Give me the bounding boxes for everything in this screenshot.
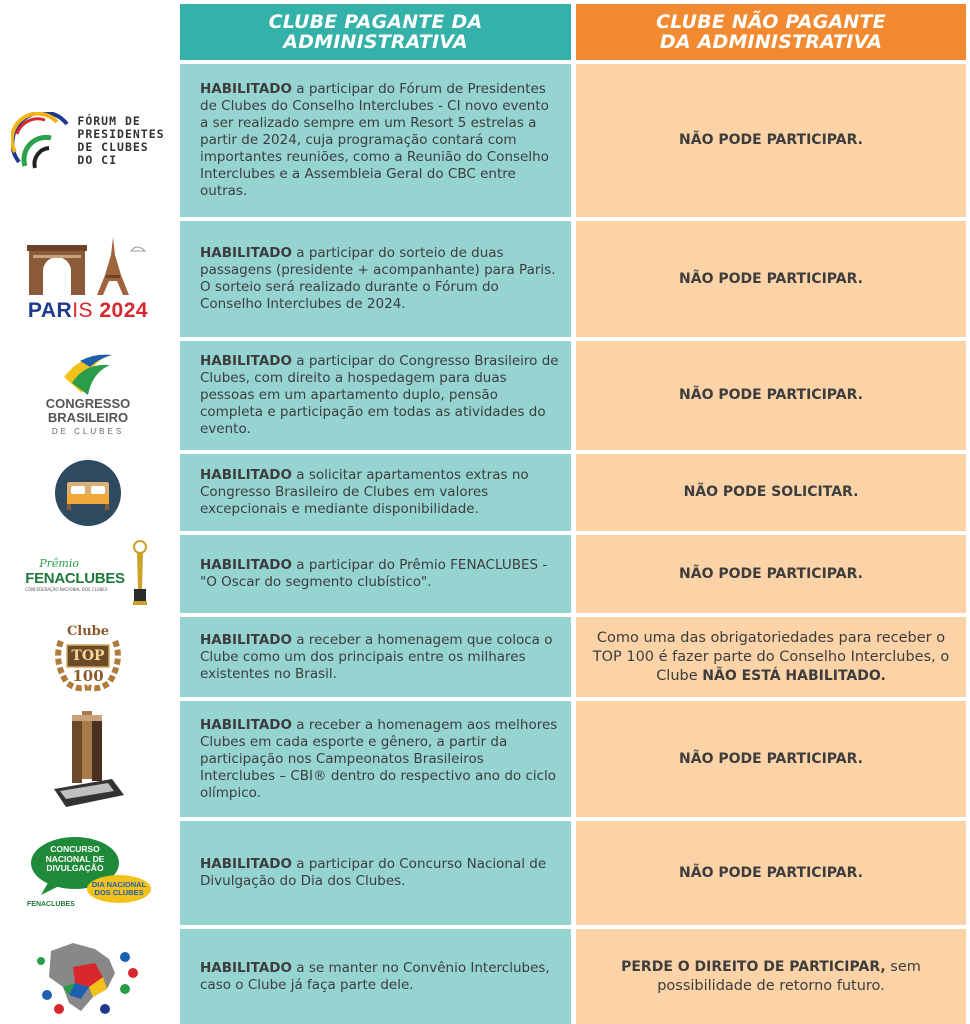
cbc-flag-icon (58, 353, 118, 397)
award-trophy-icon (48, 709, 128, 809)
non-paying-cell: NÃO PODE PARTICIPAR. (576, 821, 966, 925)
convenio-interclubes-logo (0, 929, 176, 1024)
forum-logo: FÓRUM DE PRESIDENTES DE CLUBES DO CI (0, 64, 176, 217)
paying-cell: HABILITADO a participar do sorteio de duas passagens (presidente + acompanhante) para Paris. O sorteio será realizado durante o Fórum do Conselho Interclubes de 2024. (180, 221, 571, 337)
non-paying-cell: NÃO PODE PARTICIPAR. (576, 535, 966, 613)
header-non-paying-club: CLUBE NÃO PAGANTE DA ADMINISTRATIVA (576, 4, 966, 60)
hotel-bed-logo (0, 454, 176, 531)
concurso-dia-clubes-logo: CONCURSO NACIONAL DE DIVULGAÇÃO DIA NACIONAL DOS CLUBES FENACLUBES (0, 821, 176, 925)
paris-2024-logo: PARIS 2024 (0, 221, 176, 337)
forum-arcs-icon (11, 112, 73, 170)
non-paying-cell: NÃO PODE PARTICIPAR. (576, 341, 966, 450)
paying-cell: HABILITADO a solicitar apartamentos extras no Congresso Brasileiro de Clubes em valores excepcionais e mediante disponibilidade. (180, 454, 571, 531)
trophy-icon (129, 539, 151, 609)
paying-cell: HABILITADO a participar do Fórum de Presidentes de Clubes do Conselho Interclubes - CI novo evento a ser realizado sempre em um Resort 5 estrelas a partir de 2024, cuja programação contará com importantes reuniões, como a Reunião do Conselho Interclubes e a Assembleia Geral do CBC entre outras. (180, 64, 571, 217)
header-paying-club: CLUBE PAGANTE DA ADMINISTRATIVA (180, 4, 571, 60)
premio-fenaclubes-logo: Prêmio FENACLUBES CONFEDERAÇÃO NACIONAL DOS CLUBES (0, 535, 176, 613)
table-row (0, 929, 970, 1024)
table-row (0, 821, 970, 925)
table-row (0, 341, 970, 450)
table-row (0, 454, 970, 531)
non-paying-cell: NÃO PODE SOLICITAR. (576, 454, 966, 531)
table-row (0, 701, 970, 817)
table-row (0, 64, 970, 217)
top100-logo: Clube TOP 100 (0, 617, 176, 697)
table-row (0, 535, 970, 613)
paying-cell: HABILITADO a participar do Congresso Brasileiro de Clubes, com direito a hospedagem para duas pessoas em um apartamento duplo, pensão completa e participação em todas as atividades do evento. (180, 341, 571, 450)
cbi-trophy-logo (0, 701, 176, 817)
non-paying-cell: NÃO PODE PARTICIPAR. (576, 701, 966, 817)
arc-eiffel-icon (23, 235, 153, 297)
bed-icon (55, 460, 121, 526)
table-row (0, 221, 970, 337)
table-row (0, 617, 970, 697)
non-paying-cell: NÃO PODE PARTICIPAR. (576, 221, 966, 337)
paying-cell: HABILITADO a participar do Prêmio FENACLUBES - "O Oscar do segmento clubístico". (180, 535, 571, 613)
paying-cell: HABILITADO a receber a homenagem aos melhores Clubes em cada esporte e gênero, a partir da participação nos Campeonatos Brasileiros Interclubes – CBI® dentro do respectivo ano do ciclo olímpico. (180, 701, 571, 817)
non-paying-cell: NÃO PODE PARTICIPAR. (576, 64, 966, 217)
brazil-map-icon (33, 937, 143, 1017)
non-paying-cell: PERDE O DIREITO DE PARTICIPAR, sem possibilidade de retorno futuro. (576, 929, 966, 1024)
non-paying-cell: Como uma das obrigatoriedades para receber o TOP 100 é fazer parte do Conselho Interclubes, o Clube NÃO ESTÁ HABILITADO. (576, 617, 966, 697)
paying-cell: HABILITADO a receber a homenagem que coloca o Clube como um dos principais entre os milhares existentes no Brasil. (180, 617, 571, 697)
congresso-brasileiro-logo: CONGRESSO BRASILEIRO DE CLUBES (0, 341, 176, 450)
paying-cell: HABILITADO a participar do Concurso Nacional de Divulgação do Dia dos Clubes. (180, 821, 571, 925)
paying-cell: HABILITADO a se manter no Convênio Interclubes, caso o Clube já faça parte dele. (180, 929, 571, 1024)
